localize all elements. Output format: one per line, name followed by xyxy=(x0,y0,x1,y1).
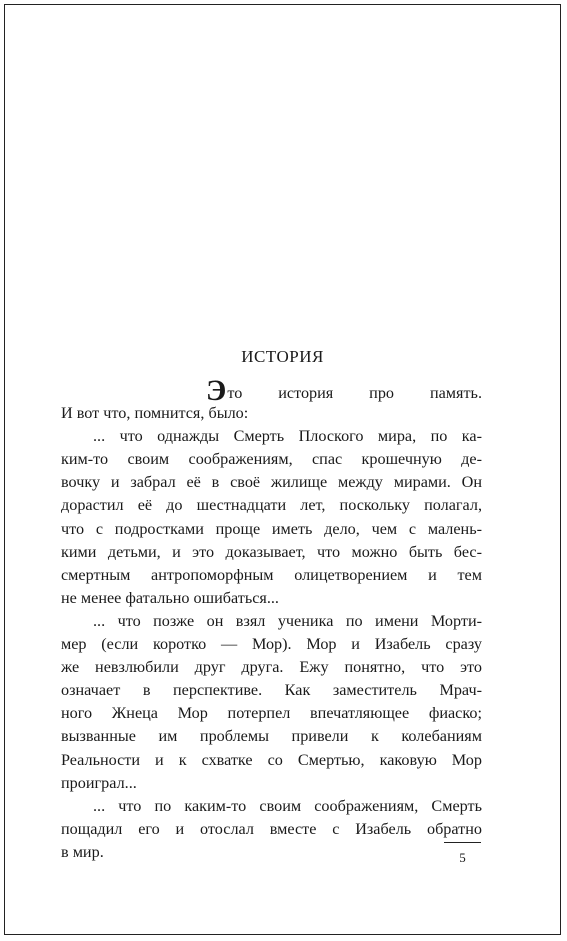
text-line: мер (если коротко — Мор). Мор и Изабель сразу xyxy=(61,635,482,654)
opening-line-text: то история про память. xyxy=(227,384,482,402)
text-line: вочку и забрал её в своё жилище между мирами. Он xyxy=(61,473,482,492)
text-line: в мир. xyxy=(61,842,104,861)
page-number: 5 xyxy=(459,850,466,865)
text-line: дорастил её до шестнадцати лет, поскольку полагал, xyxy=(61,496,482,515)
text-line: смертным антропоморфным олицетворением и тем xyxy=(61,565,482,584)
text-line: вызванные им проблемы привели к колебаниям xyxy=(61,727,482,746)
text-line: ... что позже он взял ученика по имени Морти- xyxy=(93,611,482,630)
book-page xyxy=(4,4,561,935)
text-line: проиграл... xyxy=(61,773,137,792)
text-line: означает в перспективе. Как заместитель Мрач- xyxy=(61,681,482,700)
text-line: ного Жнеца Мор потерпел впечатляющее фиаско; xyxy=(61,704,482,723)
text-line: Реальности и к схватке со Смертью, каковую Мор xyxy=(61,750,482,769)
folio-rule xyxy=(444,842,481,843)
chapter-title: ИСТОРИЯ xyxy=(241,347,324,366)
text-line: ... что по каким-то своим соображениям, Смерть xyxy=(93,796,482,815)
text-line: кими детьми, и это доказывает, что можно быть бес- xyxy=(61,542,482,561)
text-line: И вот что, помнится, было: xyxy=(61,404,249,423)
chapter-body xyxy=(61,374,482,864)
text-line: ... что однажды Смерть Плоского мира, по ка- xyxy=(93,427,482,446)
drop-cap: Э xyxy=(206,374,227,407)
text-line: пощадил его и отослал вместе с Изабель обратно xyxy=(61,819,482,838)
opening-line xyxy=(61,374,482,407)
text-line: же невзлюбили друг друга. Ежу понятно, что это xyxy=(61,658,482,677)
text-line: что с подростками проще иметь дело, чем с малень- xyxy=(61,519,482,538)
text-line: не менее фатально ошибаться... xyxy=(61,588,279,607)
text-line: ким-то своим соображениям, спас крошечную де- xyxy=(61,450,482,469)
